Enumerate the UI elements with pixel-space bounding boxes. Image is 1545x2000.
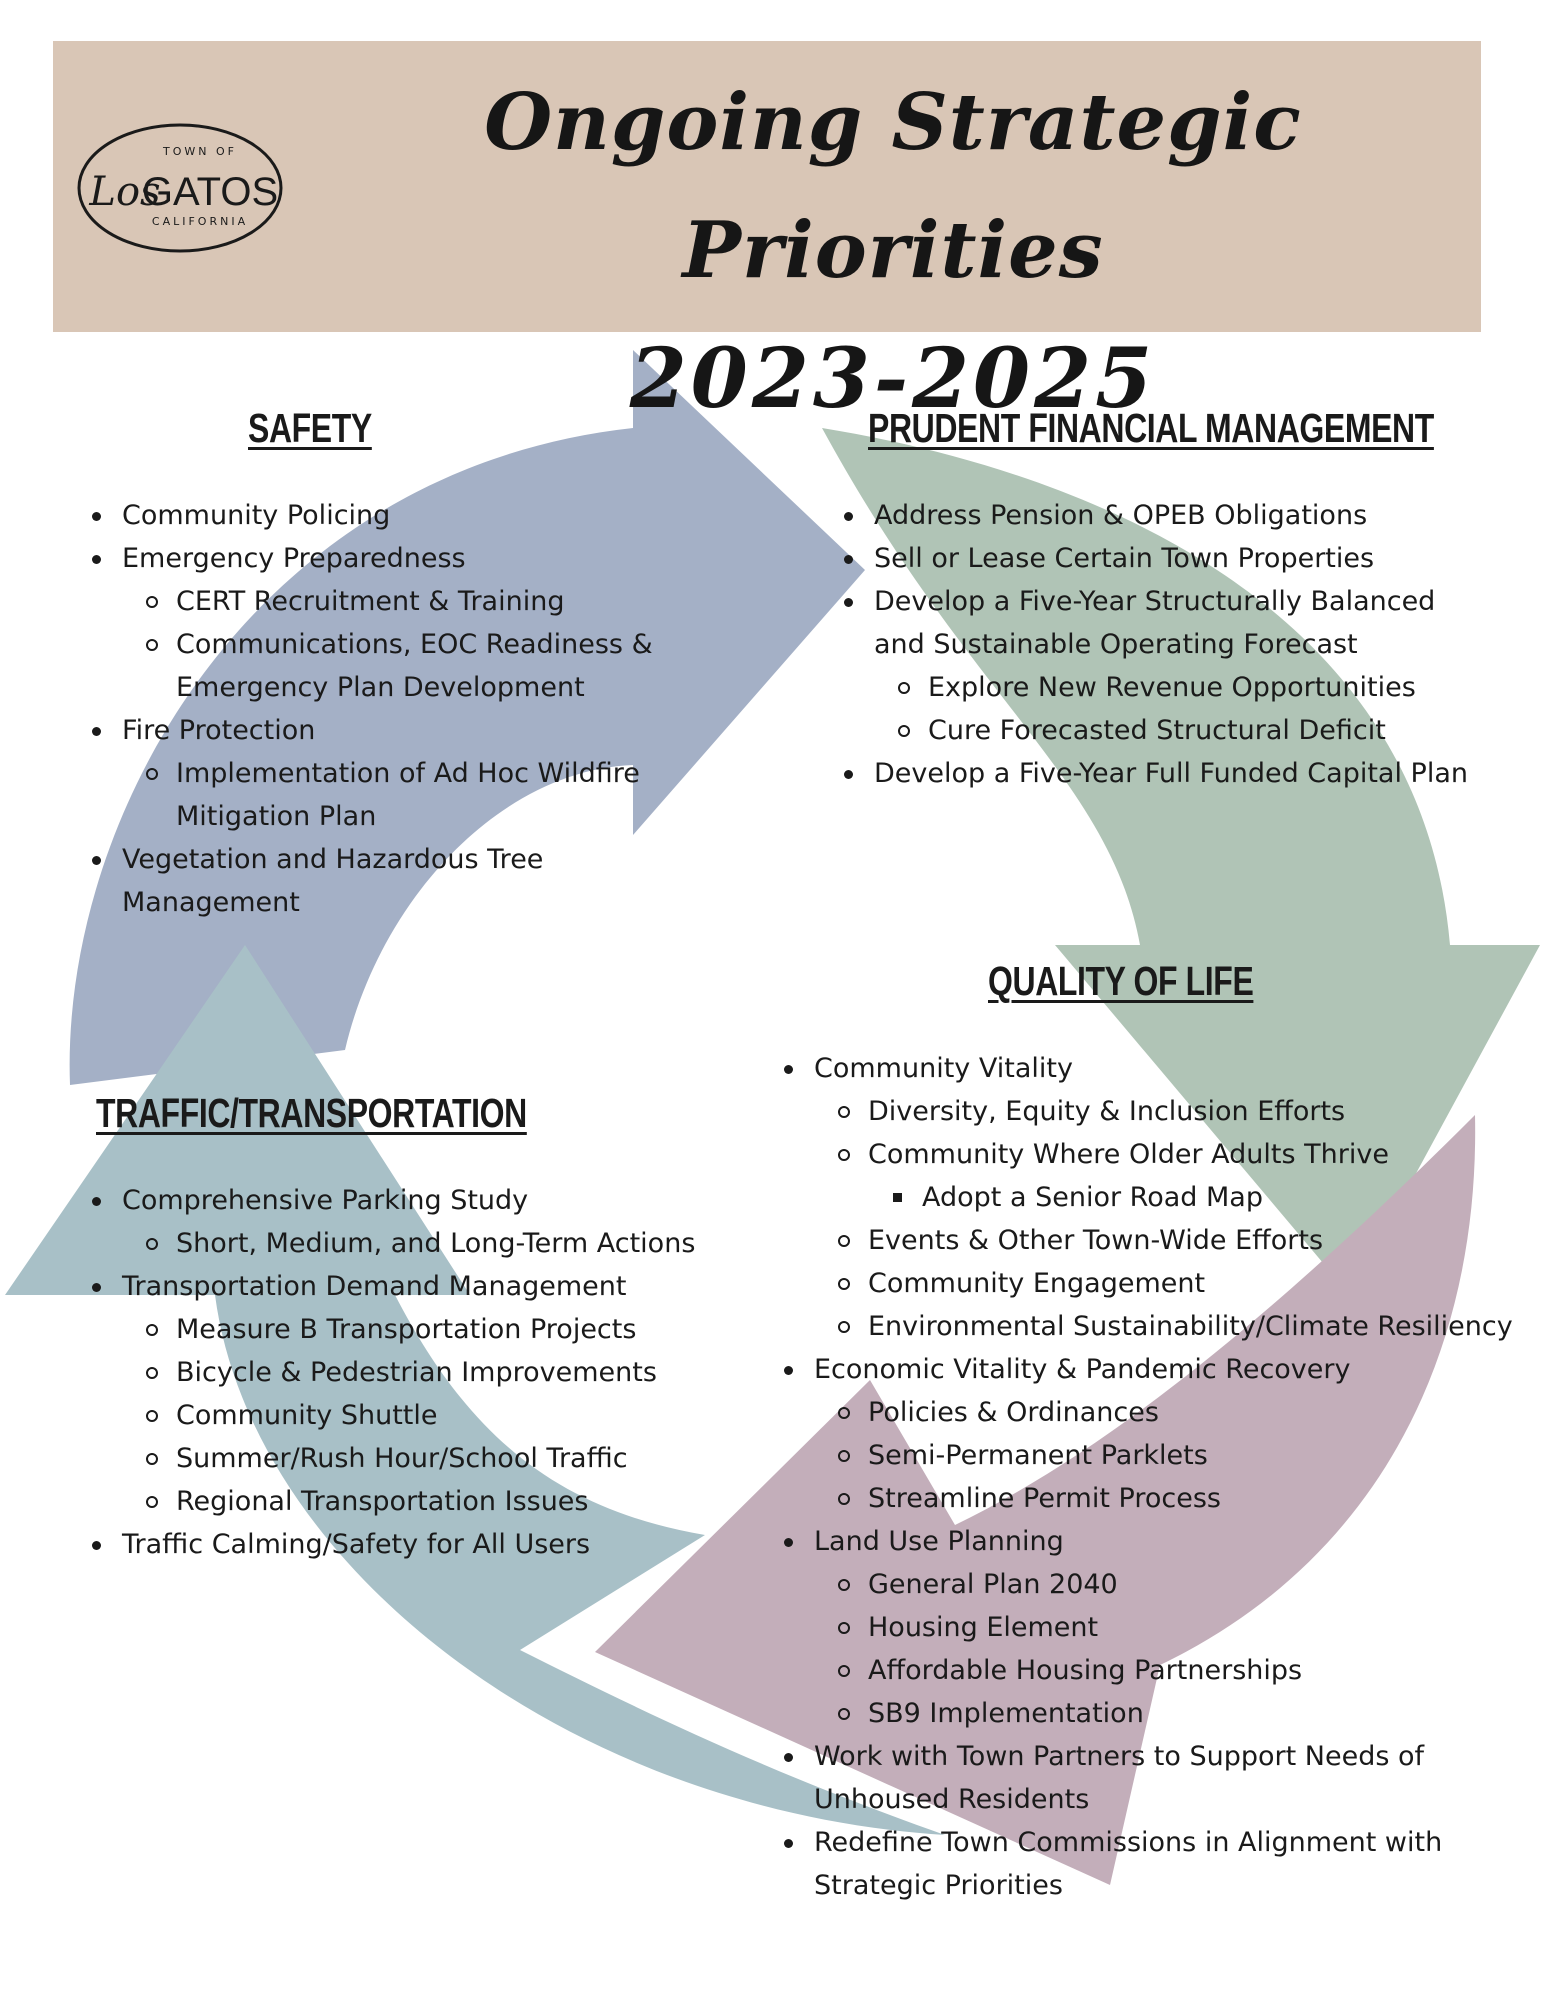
list-item: Community Policing: [70, 494, 653, 537]
finance-section: [822, 405, 1545, 795]
traffic-list: [70, 1179, 695, 1566]
logo-main-text: GATOS: [141, 170, 279, 214]
list-item: Land Use Planning: [762, 1520, 1513, 1563]
logo-script-text: Los: [89, 169, 161, 215]
list-item: Strategic Priorities: [814, 1870, 1063, 1901]
safety-section: [70, 405, 653, 924]
list-item: Streamline Permit Process: [762, 1477, 1513, 1520]
list-item: Cure Forecasted Structural Deficit: [822, 709, 1545, 752]
list-item: Vegetation and Hazardous Tree: [70, 838, 653, 881]
safety-list: [70, 494, 653, 924]
finance-list: [822, 494, 1545, 795]
list-item: CERT Recruitment & Training: [70, 580, 653, 623]
logo-bottom-text: CALIFORNIA: [151, 215, 249, 228]
list-item: Community Where Older Adults Thrive: [762, 1133, 1513, 1176]
list-item: Measure B Transportation Projects: [70, 1308, 695, 1351]
list-item: and Sustainable Operating Forecast: [874, 629, 1358, 660]
list-item: Mitigation Plan: [176, 801, 377, 832]
list-item: Management: [122, 887, 300, 918]
list-item: Economic Vitality & Pandemic Recovery: [762, 1348, 1513, 1391]
traffic-heading: TRAFFIC/TRANSPORTATION: [96, 1090, 527, 1136]
logo-top-text: TOWN OF: [163, 145, 237, 158]
list-item: Housing Element: [762, 1606, 1513, 1649]
list-item: Work with Town Partners to Support Needs of: [762, 1735, 1513, 1778]
los-gatos-logo: [75, 121, 285, 256]
list-item: Short, Medium, and Long-Term Actions: [70, 1222, 695, 1265]
finance-heading: PRUDENT FINANCIAL MANAGEMENT: [868, 405, 1434, 451]
quality-section: [762, 958, 1513, 1907]
quality-list: [762, 1047, 1513, 1907]
list-item: Develop a Five-Year Structurally Balanced: [822, 580, 1545, 623]
page-title: [323, 59, 1463, 443]
list-item: Redefine Town Commissions in Alignment with: [762, 1821, 1513, 1864]
list-item: Emergency Plan Development: [176, 672, 585, 703]
list-item: Transportation Demand Management: [70, 1265, 695, 1308]
list-item: Community Shuttle: [70, 1394, 695, 1437]
list-item: Regional Transportation Issues: [70, 1480, 695, 1523]
list-item: Traffic Calming/Safety for All Users: [70, 1523, 695, 1566]
quality-heading: QUALITY OF LIFE: [988, 958, 1254, 1004]
list-item: Bicycle & Pedestrian Improvements: [70, 1351, 695, 1394]
list-item: Implementation of Ad Hoc Wildfire: [70, 752, 653, 795]
list-item: Environmental Sustainability/Climate Resiliency: [762, 1305, 1513, 1348]
list-item: Communications, EOC Readiness &: [70, 623, 653, 666]
safety-heading: SAFETY: [248, 405, 372, 451]
list-item: Comprehensive Parking Study: [70, 1179, 695, 1222]
list-item: Community Vitality: [762, 1047, 1513, 1090]
list-item: SB9 Implementation: [762, 1692, 1513, 1735]
list-item: Events & Other Town-Wide Efforts: [762, 1219, 1513, 1262]
list-item: General Plan 2040: [762, 1563, 1513, 1606]
list-item: Fire Protection: [70, 709, 653, 752]
list-item: Address Pension & OPEB Obligations: [822, 494, 1545, 537]
list-item: Affordable Housing Partnerships: [762, 1649, 1513, 1692]
list-item: Emergency Preparedness: [70, 537, 653, 580]
list-item: Adopt a Senior Road Map: [762, 1176, 1513, 1219]
list-item: Develop a Five-Year Full Funded Capital Plan: [822, 752, 1545, 795]
title-line-2: 2023-2025: [629, 331, 1157, 427]
traffic-section: [70, 1090, 695, 1566]
list-item: Unhoused Residents: [814, 1784, 1090, 1815]
header-banner: [53, 41, 1481, 427]
list-item: Explore New Revenue Opportunities: [822, 666, 1545, 709]
list-item: Sell or Lease Certain Town Properties: [822, 537, 1545, 580]
list-item: Policies & Ordinances: [762, 1391, 1513, 1434]
list-item: Semi-Permanent Parklets: [762, 1434, 1513, 1477]
list-item: Summer/Rush Hour/School Traffic: [70, 1437, 695, 1480]
list-item: Diversity, Equity & Inclusion Efforts: [762, 1090, 1513, 1133]
list-item: Community Engagement: [762, 1262, 1513, 1305]
title-line-1: Ongoing Strategic Priorities: [484, 77, 1302, 296]
